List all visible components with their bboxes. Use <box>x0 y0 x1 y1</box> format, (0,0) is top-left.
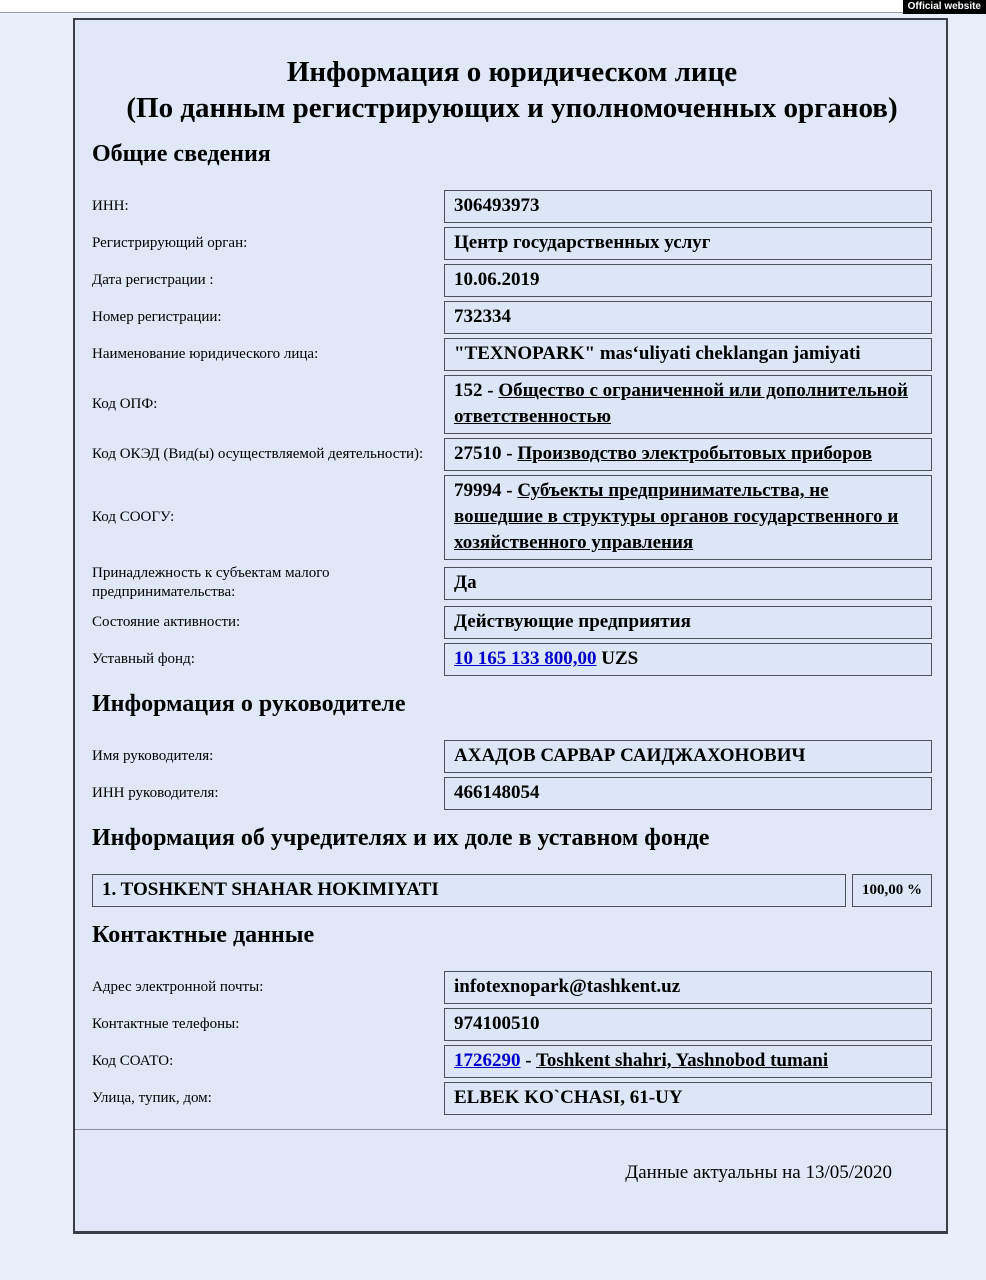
soato-district-link[interactable]: Toshkent shahri, Yashnobod tumani <box>535 1050 829 1071</box>
small-business-label: Принадлежность к субъектам малого предпринимательства: <box>92 565 330 600</box>
row-soato-code <box>92 1045 932 1078</box>
founder-share: 100,00 % <box>852 874 932 907</box>
row-oked-code <box>92 438 932 471</box>
oked-code-value <box>444 438 932 471</box>
row-registration-date <box>92 264 932 297</box>
data-actual-date: Данные актуальны на 13/05/2020 <box>625 1162 892 1183</box>
registration-number-label: Номер регистрации: <box>92 309 222 325</box>
footer-divider <box>75 1129 946 1130</box>
legal-entity-name-value: "TEXNOPARK" mas‘uliyati cheklangan jamiyati <box>444 338 932 371</box>
oked-description-link[interactable]: Производство электробытовых приборов <box>517 443 872 464</box>
opf-code-prefix: 152 - <box>454 380 499 401</box>
soato-code-link[interactable]: 1726290 <box>454 1050 521 1071</box>
top-strip <box>0 0 986 13</box>
director-name-value: АХАДОВ САРВАР САИДЖАХОНОВИЧ <box>444 740 932 773</box>
inn-value: 306493973 <box>444 190 932 223</box>
soogu-description-link[interactable]: Субъекты предпринимательства, не вошедшие в структуры органов государственного и хозяйственного управления <box>454 480 899 553</box>
soogu-code-prefix: 79994 - <box>454 480 518 501</box>
phones-value: 974100510 <box>444 1008 932 1041</box>
oked-code-prefix: 27510 - <box>454 443 518 464</box>
email-label: Адрес электронной почты: <box>92 979 264 995</box>
director-name-label: Имя руководителя: <box>92 748 214 764</box>
row-opf-code <box>92 375 932 434</box>
row-charter-fund <box>92 643 932 676</box>
registration-date-label: Дата регистрации : <box>92 272 214 288</box>
registration-date-value: 10.06.2019 <box>444 264 932 297</box>
email-value: infotexnopark@tashkent.uz <box>444 971 932 1004</box>
page-title <box>120 54 904 126</box>
row-small-business <box>92 564 932 602</box>
section-founders-heading: Информация об учредителях и их доле в уставном фонде <box>92 825 710 851</box>
row-director-name <box>92 740 932 773</box>
soato-code-label: Код СОАТО: <box>92 1053 174 1069</box>
charter-fund-currency: UZS <box>596 648 639 669</box>
activity-status-label: Состояние активности: <box>92 614 241 630</box>
row-legal-entity-name <box>92 338 932 371</box>
charter-fund-amount-link[interactable]: 10 165 133 800,00 <box>454 648 597 669</box>
phones-label: Контактные телефоны: <box>92 1016 240 1032</box>
soato-code-value <box>444 1045 932 1078</box>
founder-name: 1. TOSHKENT SHAHAR HOKIMIYATI <box>92 874 846 907</box>
street-address-label: Улица, тупик, дом: <box>92 1090 212 1106</box>
row-registering-authority <box>92 227 932 260</box>
charter-fund-value <box>444 643 932 676</box>
street-address-value: ELBEK KO`CHASI, 61-UY <box>444 1082 932 1115</box>
soogu-code-value <box>444 475 932 560</box>
oked-code-label: Код ОКЭД (Вид(ы) осуществляемой деятельности): <box>92 446 424 462</box>
director-inn-value: 466148054 <box>444 777 932 810</box>
registering-authority-value: Центр государственных услуг <box>444 227 932 260</box>
registration-number-value: 732334 <box>444 301 932 334</box>
row-phones <box>92 1008 932 1041</box>
page-title-line1: Информация о юридическом лице <box>286 56 738 88</box>
row-email <box>92 971 932 1004</box>
row-street-address <box>92 1082 932 1115</box>
small-business-value: Да <box>444 567 932 600</box>
activity-status-value: Действующие предприятия <box>444 606 932 639</box>
official-website-badge: Official website <box>903 0 986 14</box>
section-general-heading: Общие сведения <box>92 141 271 167</box>
section-contacts-heading: Контактные данные <box>92 922 315 948</box>
opf-code-value <box>444 375 932 434</box>
registering-authority-label: Регистрирующий орган: <box>92 235 248 251</box>
legal-entity-name-label: Наименование юридического лица: <box>92 346 319 362</box>
row-activity-status <box>92 606 932 639</box>
row-registration-number <box>92 301 932 334</box>
row-soogu-code <box>92 475 932 560</box>
section-director-heading: Информация о руководителе <box>92 691 406 717</box>
row-inn <box>92 190 932 223</box>
opf-description-link[interactable]: Общество с ограниченной или дополнительной ответственностью <box>454 380 909 427</box>
soogu-code-label: Код СООГУ: <box>92 509 175 525</box>
inn-label: ИНН: <box>92 198 129 214</box>
row-director-inn <box>92 777 932 810</box>
charter-fund-label: Уставный фонд: <box>92 651 195 667</box>
soato-separator: - <box>520 1050 536 1071</box>
opf-code-label: Код ОПФ: <box>92 396 158 412</box>
director-inn-label: ИНН руководителя: <box>92 785 219 801</box>
founder-row <box>92 874 932 907</box>
page-title-line2: (По данным регистрирующих и уполномоченных органов) <box>126 92 898 124</box>
legal-entity-info-panel <box>73 18 948 1234</box>
